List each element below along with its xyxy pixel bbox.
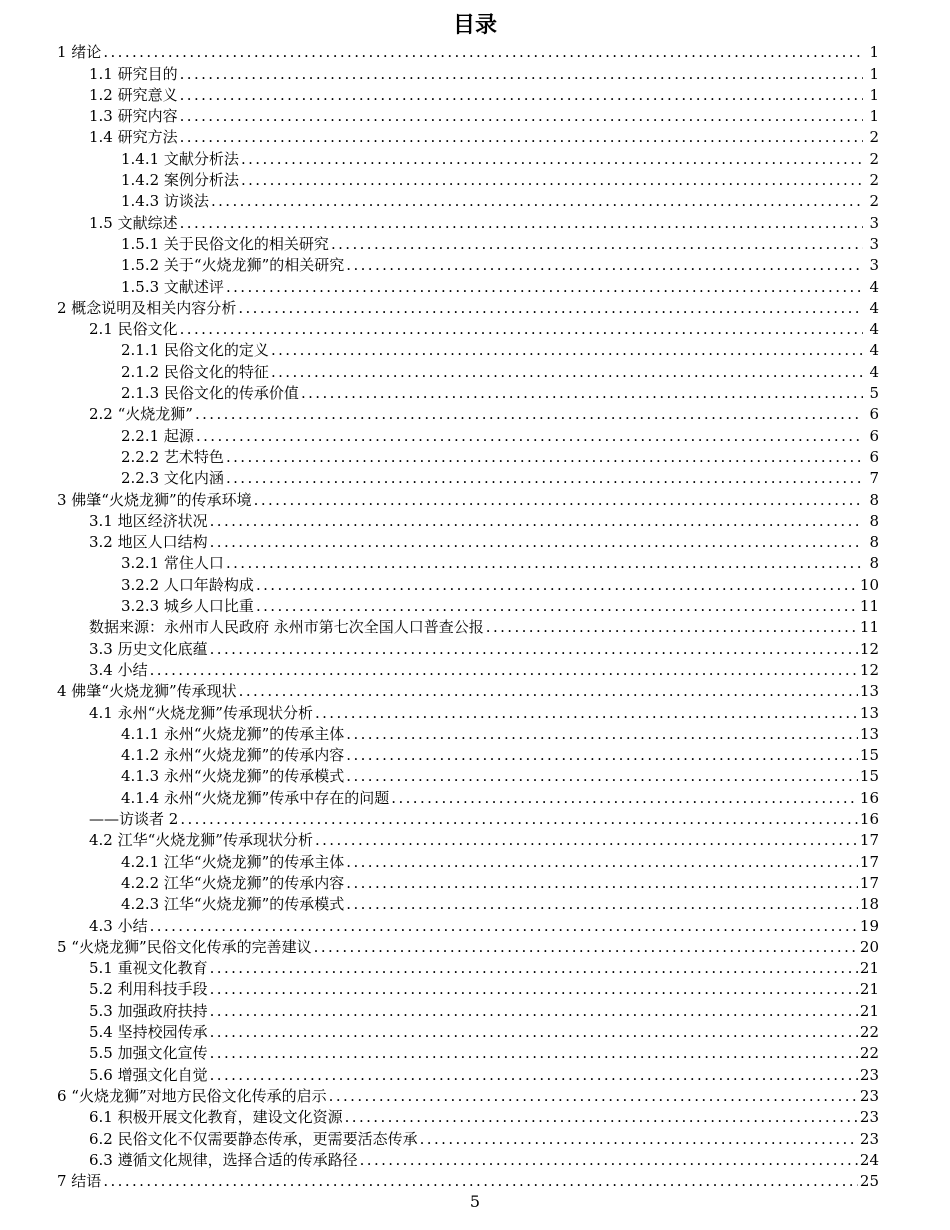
toc-entry[interactable] bbox=[0, 127, 950, 148]
toc-entry[interactable] bbox=[0, 937, 950, 958]
toc-entry-title: 1.5 文献综述 bbox=[89, 213, 178, 232]
toc-entry-page: 2 bbox=[869, 128, 879, 147]
toc-entry[interactable] bbox=[0, 170, 950, 191]
toc-entry-title: 1.2 研究意义 bbox=[89, 85, 178, 104]
toc-dot-leader bbox=[210, 979, 858, 1000]
toc-entry-page: 15 bbox=[859, 746, 879, 765]
toc-entry-page: 2 bbox=[869, 149, 879, 168]
toc-entry-page: 20 bbox=[859, 937, 879, 956]
toc-entry-page: 8 bbox=[869, 554, 879, 573]
toc-entry-page: 2 bbox=[869, 192, 879, 211]
toc-entry-title: 2.2.1 起源 bbox=[121, 426, 194, 445]
toc-entry-page: 18 bbox=[859, 895, 879, 914]
toc-entry-page: 24 bbox=[859, 1150, 879, 1169]
toc-entry-page: 19 bbox=[859, 916, 879, 935]
toc-entry[interactable] bbox=[0, 745, 950, 766]
toc-entry-page: 4 bbox=[869, 362, 879, 381]
toc-entry[interactable] bbox=[0, 617, 950, 638]
toc-entry-page: 8 bbox=[869, 533, 879, 552]
toc-entry[interactable] bbox=[0, 63, 950, 84]
toc-entry-page: 4 bbox=[869, 320, 879, 339]
toc-entry[interactable] bbox=[0, 553, 950, 574]
toc-entry-title: 4.1.1 永州“火烧龙狮”的传承主体 bbox=[121, 724, 345, 743]
toc-entry-title: 1.5.2 关于“火烧龙狮”的相关研究 bbox=[121, 256, 345, 275]
toc-entry-title: 4.1.4 永州“火烧龙狮”传承中存在的问题 bbox=[121, 788, 390, 807]
toc-entry-title: 3.2.3 城乡人口比重 bbox=[121, 597, 254, 616]
toc-entry[interactable] bbox=[0, 1022, 950, 1043]
toc-dot-leader bbox=[360, 1150, 858, 1171]
toc-entry-page: 23 bbox=[859, 1065, 879, 1084]
toc-entry-title: 5 “火烧龙狮”民俗文化传承的完善建议 bbox=[57, 937, 312, 956]
toc-entry-title: 2.2.3 文化内涵 bbox=[121, 469, 224, 488]
toc-dot-leader bbox=[210, 1065, 858, 1086]
toc-entry[interactable] bbox=[0, 276, 950, 297]
toc-dot-leader bbox=[210, 532, 863, 553]
toc-entry-title: 4.2.2 江华“火烧龙狮”的传承内容 bbox=[121, 873, 345, 892]
toc-entry[interactable] bbox=[0, 809, 950, 830]
toc-entry[interactable] bbox=[0, 489, 950, 510]
toc-entry[interactable] bbox=[0, 106, 950, 127]
toc-entry[interactable] bbox=[0, 340, 950, 361]
toc-entry-page: 1 bbox=[869, 43, 879, 62]
toc-entry-page: 16 bbox=[859, 788, 879, 807]
toc-entry[interactable] bbox=[0, 234, 950, 255]
toc-dot-leader bbox=[346, 745, 858, 766]
toc-dot-leader bbox=[239, 681, 858, 702]
toc-entry-page: 1 bbox=[869, 107, 879, 126]
toc-entry-title: 6 “火烧龙狮”对地方民俗文化传承的启示 bbox=[57, 1086, 327, 1105]
toc-entry-title: 6.2 民俗文化不仅需要静态传承，更需要活态传承 bbox=[89, 1129, 418, 1148]
toc-entry[interactable] bbox=[0, 1107, 950, 1128]
toc-dot-leader bbox=[314, 937, 858, 958]
toc-entry-title: 3.2.1 常住人口 bbox=[121, 554, 224, 573]
toc-entry-title: 4.3 小结 bbox=[89, 916, 148, 935]
toc-dot-leader bbox=[315, 830, 858, 851]
toc-entry-title: 2.1 民俗文化 bbox=[89, 320, 178, 339]
toc-entry-title: 数据来源：永州市人民政府 永州市第七次全国人口普查公报 bbox=[89, 618, 484, 637]
toc-entry-page: 7 bbox=[869, 469, 879, 488]
toc-entry[interactable] bbox=[0, 383, 950, 404]
toc-entry-title: 2 概念说明及相关内容分析 bbox=[57, 298, 237, 317]
toc-entry-page: 6 bbox=[869, 426, 879, 445]
toc-entry[interactable] bbox=[0, 851, 950, 872]
page-number: 5 bbox=[469, 1192, 481, 1211]
toc-entry-page: 1 bbox=[869, 64, 879, 83]
toc-entry-page: 3 bbox=[869, 213, 879, 232]
toc-entry[interactable] bbox=[0, 532, 950, 553]
toc-entry[interactable] bbox=[0, 681, 950, 702]
toc-dot-leader bbox=[103, 1171, 858, 1192]
toc-dot-leader bbox=[180, 319, 863, 340]
toc-entry[interactable] bbox=[0, 362, 950, 383]
toc-dot-leader bbox=[346, 852, 858, 873]
toc-entry-page: 17 bbox=[859, 831, 879, 850]
toc-entry[interactable] bbox=[0, 958, 950, 979]
toc-dot-leader bbox=[346, 724, 858, 745]
toc-entry-page: 5 bbox=[869, 384, 879, 403]
toc-entry-title: 5.5 加强文化宣传 bbox=[89, 1044, 208, 1063]
toc-entry-title: 1.3 研究内容 bbox=[89, 107, 178, 126]
toc-entry-title: 4.2 江华“火烧龙狮”传承现状分析 bbox=[89, 831, 313, 850]
toc-entry-title: 5.3 加强政府扶持 bbox=[89, 1001, 208, 1020]
toc-entry[interactable] bbox=[0, 575, 950, 596]
toc-dot-leader bbox=[226, 277, 863, 298]
toc-entry-title: 1.5.3 文献述评 bbox=[121, 277, 224, 296]
toc-entry[interactable] bbox=[0, 1128, 950, 1149]
toc-entry-title: 2.2.2 艺术特色 bbox=[121, 447, 224, 466]
toc-dot-leader bbox=[180, 85, 863, 106]
toc-entry-page: 17 bbox=[859, 873, 879, 892]
toc-entry-title: 4.2.1 江华“火烧龙狮”的传承主体 bbox=[121, 852, 345, 871]
toc-dot-leader bbox=[331, 234, 863, 255]
toc-dot-leader bbox=[196, 426, 863, 447]
toc-dot-leader bbox=[301, 383, 863, 404]
toc-entry[interactable] bbox=[0, 298, 950, 319]
toc-entry-title: 3.2 地区人口结构 bbox=[89, 533, 208, 552]
toc-entry-page: 1 bbox=[869, 85, 879, 104]
toc-entry-page: 3 bbox=[869, 234, 879, 253]
toc-entry-page: 4 bbox=[869, 341, 879, 360]
toc-entry-title: 1.4.3 访谈法 bbox=[121, 192, 209, 211]
toc-dot-leader bbox=[180, 213, 863, 234]
toc-entry-title: 1 绪论 bbox=[57, 43, 102, 62]
toc-entry-title: 4.1.2 永州“火烧龙狮”的传承内容 bbox=[121, 746, 345, 765]
toc-entry-title: 4 佛肇“火烧龙狮”传承现状 bbox=[57, 682, 237, 701]
toc-dot-leader bbox=[256, 575, 858, 596]
toc-entry[interactable] bbox=[0, 1086, 950, 1107]
toc-entry-page: 13 bbox=[859, 724, 879, 743]
toc-entry-title: 5.2 利用科技手段 bbox=[89, 980, 208, 999]
toc-entry-title: 2.1.3 民俗文化的传承价值 bbox=[121, 384, 299, 403]
toc-entry[interactable] bbox=[0, 1043, 950, 1064]
toc-entry-page: 11 bbox=[859, 618, 879, 637]
toc-entry-page: 15 bbox=[859, 767, 879, 786]
toc-entry-page: 3 bbox=[869, 256, 879, 275]
toc-entry[interactable] bbox=[0, 1001, 950, 1022]
page-title: 目录 bbox=[452, 13, 497, 38]
toc-entry-page: 25 bbox=[859, 1172, 879, 1191]
toc-entry-page: 21 bbox=[859, 980, 879, 999]
toc-entry-page: 2 bbox=[869, 171, 879, 190]
toc-dot-leader bbox=[210, 1043, 858, 1064]
toc-dot-leader bbox=[211, 191, 863, 212]
toc-entry-page: 22 bbox=[859, 1023, 879, 1042]
toc-entry-title: 3.2.2 人口年龄构成 bbox=[121, 575, 254, 594]
toc-entry-page: 8 bbox=[869, 490, 879, 509]
toc-dot-leader bbox=[210, 511, 863, 532]
toc-entry-title: 7 结语 bbox=[57, 1172, 102, 1191]
toc-dot-leader bbox=[210, 639, 858, 660]
toc-dot-leader bbox=[180, 809, 858, 830]
toc-entry-title: 5.4 坚持校园传承 bbox=[89, 1023, 208, 1042]
toc-entry-page: 6 bbox=[869, 447, 879, 466]
toc-entry-page: 16 bbox=[859, 810, 879, 829]
toc-entry[interactable] bbox=[0, 660, 950, 681]
toc-dot-leader bbox=[150, 660, 858, 681]
toc-entry[interactable] bbox=[0, 319, 950, 340]
toc-dot-leader bbox=[180, 64, 863, 85]
toc-entry[interactable] bbox=[0, 191, 950, 212]
toc-entry-title: 6.3 遵循文化规律，选择合适的传承路径 bbox=[89, 1150, 358, 1169]
toc-entry-title: 1.5.1 关于民俗文化的相关研究 bbox=[121, 234, 329, 253]
toc-entry-title: 4.2.3 江华“火烧龙狮”的传承模式 bbox=[121, 895, 345, 914]
toc-entry-page: 17 bbox=[859, 852, 879, 871]
toc-dot-leader bbox=[254, 490, 863, 511]
toc-entry[interactable] bbox=[0, 894, 950, 915]
toc-entry[interactable] bbox=[0, 85, 950, 106]
toc-entry-title: 2.1.2 民俗文化的特征 bbox=[121, 362, 269, 381]
toc-dot-leader bbox=[103, 42, 863, 63]
toc-entry[interactable] bbox=[0, 255, 950, 276]
toc-entry[interactable] bbox=[0, 468, 950, 489]
toc-entry-page: 23 bbox=[859, 1108, 879, 1127]
toc-entry[interactable] bbox=[0, 1150, 950, 1171]
toc-dot-leader bbox=[210, 1022, 858, 1043]
toc-entry[interactable] bbox=[0, 979, 950, 1000]
toc-entry-page: 21 bbox=[859, 1001, 879, 1020]
toc-dot-leader bbox=[420, 1129, 858, 1150]
toc-entry-page: 13 bbox=[859, 682, 879, 701]
toc-dot-leader bbox=[241, 149, 863, 170]
toc-entry-title: 3.1 地区经济状况 bbox=[89, 511, 208, 530]
toc-entry[interactable] bbox=[0, 1064, 950, 1085]
toc-entry-title: 1.1 研究目的 bbox=[89, 64, 178, 83]
toc-entry[interactable] bbox=[0, 42, 950, 63]
toc-entry-title: ——访谈者 2 bbox=[89, 810, 179, 829]
toc-entry[interactable] bbox=[0, 212, 950, 233]
toc-entry[interactable] bbox=[0, 788, 950, 809]
toc-entry-title: 3.3 历史文化底蕴 bbox=[89, 639, 208, 658]
toc-dot-leader bbox=[226, 447, 863, 468]
toc-entry[interactable] bbox=[0, 1171, 950, 1192]
toc-dot-leader bbox=[226, 553, 863, 574]
toc-entry-title: 6.1 积极开展文化教育，建设文化资源 bbox=[89, 1108, 343, 1127]
toc-entry[interactable] bbox=[0, 638, 950, 659]
toc-entry[interactable] bbox=[0, 830, 950, 851]
toc-entry[interactable] bbox=[0, 596, 950, 617]
toc-entry-page: 23 bbox=[859, 1129, 879, 1148]
toc-dot-leader bbox=[391, 788, 858, 809]
toc-dot-leader bbox=[241, 170, 863, 191]
toc-entry-title: 3 佛肇“火烧龙狮”的传承环境 bbox=[57, 490, 252, 509]
toc-entry-page: 6 bbox=[869, 405, 879, 424]
toc-dot-leader bbox=[256, 596, 858, 617]
toc-entry[interactable] bbox=[0, 766, 950, 787]
toc-dot-leader bbox=[271, 340, 863, 361]
toc-entry-page: 4 bbox=[869, 298, 879, 317]
toc-entry-title: 1.4.1 文献分析法 bbox=[121, 149, 239, 168]
toc-entry-title: 3.4 小结 bbox=[89, 660, 148, 679]
toc-dot-leader bbox=[210, 1001, 858, 1022]
toc-dot-leader bbox=[180, 127, 863, 148]
toc-dot-leader bbox=[238, 298, 863, 319]
toc-entry[interactable] bbox=[0, 404, 950, 425]
toc-entry-page: 4 bbox=[869, 277, 879, 296]
toc-entry-title: 4.1.3 永州“火烧龙狮”的传承模式 bbox=[121, 767, 345, 786]
toc-entry-page: 13 bbox=[859, 703, 879, 722]
toc-dot-leader bbox=[180, 106, 863, 127]
toc-dot-leader bbox=[346, 255, 863, 276]
toc-entry-page: 12 bbox=[859, 639, 879, 658]
toc-dot-leader bbox=[210, 958, 858, 979]
toc-entry[interactable] bbox=[0, 511, 950, 532]
toc-dot-leader bbox=[486, 617, 858, 638]
toc-dot-leader bbox=[271, 362, 863, 383]
toc-dot-leader bbox=[329, 1086, 858, 1107]
toc-entry-page: 8 bbox=[869, 511, 879, 530]
toc-dot-leader bbox=[345, 1107, 858, 1128]
toc-dot-leader bbox=[226, 468, 863, 489]
toc-entry-page: 21 bbox=[859, 959, 879, 978]
toc-entry[interactable] bbox=[0, 149, 950, 170]
toc-entry-page: 12 bbox=[859, 660, 879, 679]
toc-dot-leader bbox=[150, 916, 858, 937]
toc-entry[interactable] bbox=[0, 873, 950, 894]
toc-dot-leader bbox=[195, 404, 863, 425]
toc-entry-title: 1.4 研究方法 bbox=[89, 128, 178, 147]
toc-entry-page: 11 bbox=[859, 597, 879, 616]
toc-entry-title: 5.6 增强文化自觉 bbox=[89, 1065, 208, 1084]
toc-entry[interactable] bbox=[0, 915, 950, 936]
toc-dot-leader bbox=[346, 766, 858, 787]
toc-entry[interactable] bbox=[0, 724, 950, 745]
toc-entry[interactable] bbox=[0, 447, 950, 468]
toc-entry[interactable] bbox=[0, 702, 950, 723]
toc-dot-leader bbox=[315, 703, 858, 724]
toc-entry-page: 22 bbox=[859, 1044, 879, 1063]
toc-entry-page: 23 bbox=[859, 1086, 879, 1105]
toc-entry-page: 10 bbox=[859, 575, 879, 594]
toc-dot-leader bbox=[346, 873, 858, 894]
toc-entry[interactable] bbox=[0, 425, 950, 446]
toc-entry-title: 2.2 “火烧龙狮” bbox=[89, 405, 193, 424]
toc-entry-title: 4.1 永州“火烧龙狮”传承现状分析 bbox=[89, 703, 313, 722]
toc-entry-title: 5.1 重视文化教育 bbox=[89, 959, 208, 978]
toc-dot-leader bbox=[346, 894, 858, 915]
toc-entry-title: 2.1.1 民俗文化的定义 bbox=[121, 341, 269, 360]
toc-entry-title: 1.4.2 案例分析法 bbox=[121, 171, 239, 190]
